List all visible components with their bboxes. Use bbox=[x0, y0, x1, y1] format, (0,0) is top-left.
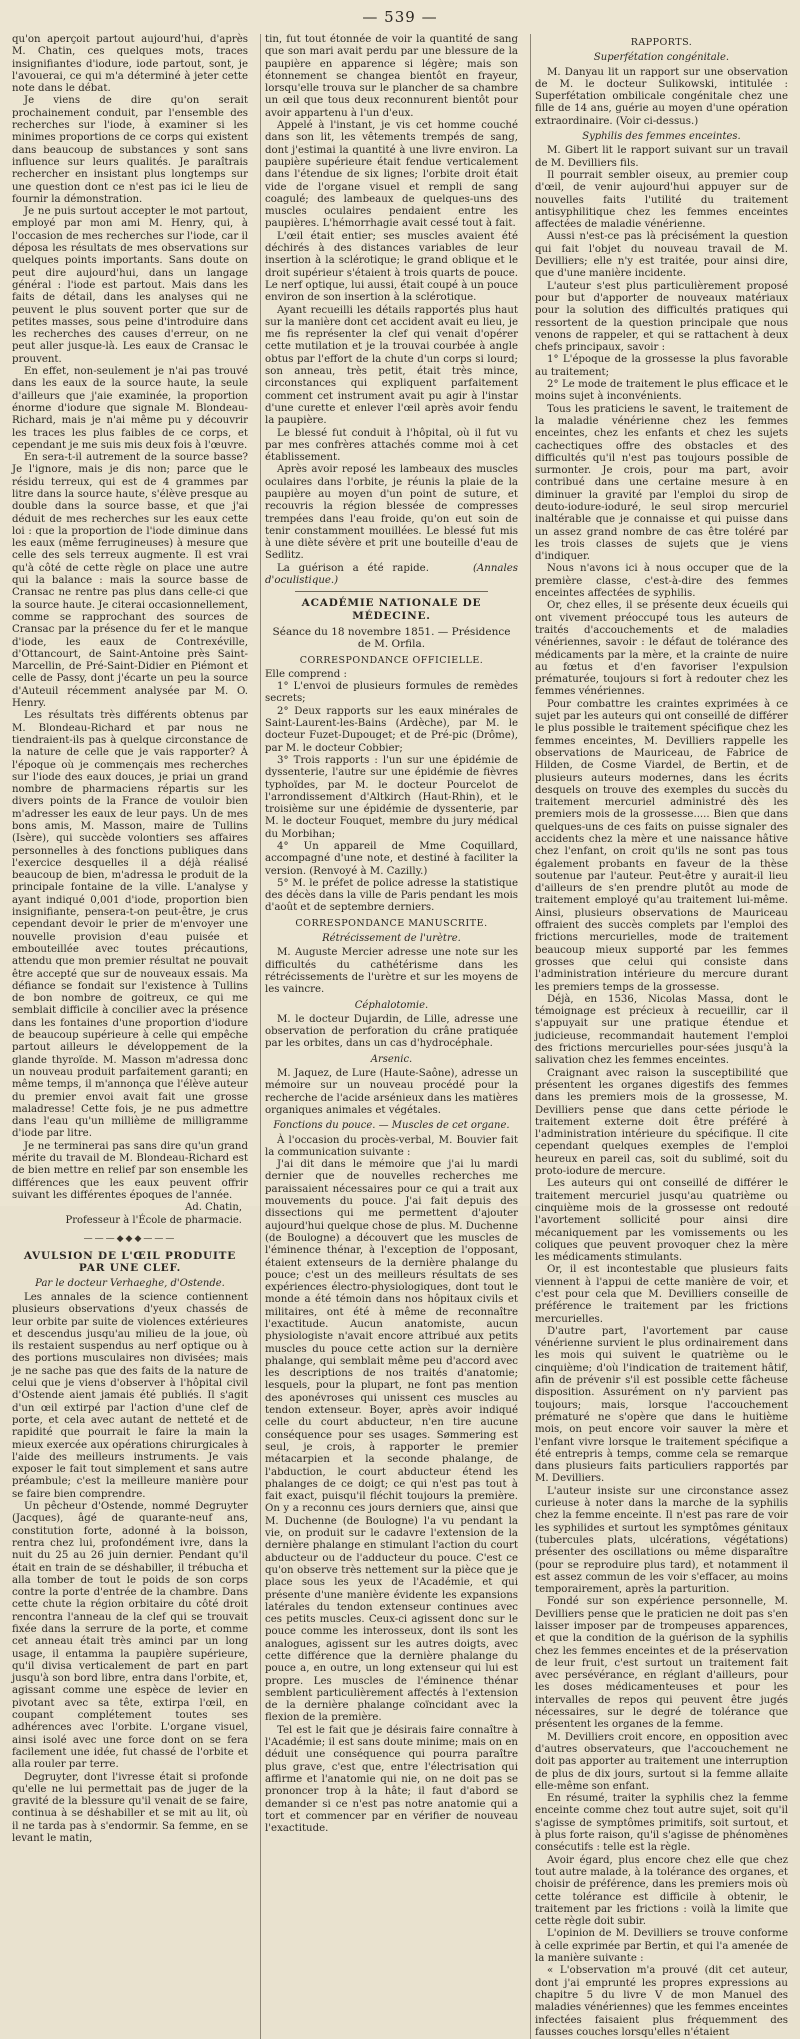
paragraph: Il pourrait sembler oiseux, au premier coup d'œil, de venir aujourd'hui appuyer sur de nouvelles faits l'utilité du traitement antisyphilitique chez les femmes enceintes affectées de maladie vénérienne. bbox=[535, 169, 788, 231]
paragraph: Craignant avec raison la susceptibilité que présentent les organes digestifs des femmes dans les premiers mois de la grossesse, M. Devilliers pense que dans cette période le traitement externe doit être préféré à l'administration intérieure du spécifique. Il cite cependant quelques exemples de l'emploi heureux en pareil cas, soit du sublimé, soit du proto-iodure de mercure. bbox=[535, 1067, 788, 1178]
paragraph: Appelé à l'instant, je vis cet homme couché dans son lit, les vêtements trempés de sang, dont j'estimai la quantité à une livre environ. La paupière supérieure était fendue verticalement dans l'étendue de six lignes; l'orbite droit était vide de l'organe visuel et rempli de sang coagulé; des lambeaux de quelques-uns des muscles oculaires pendaient entre les paupières. L'hémorrhagie avait cessé tout à fait. bbox=[265, 120, 518, 230]
paragraph: Nous n'avons ici à nous occuper que de la première classe, c'est-à-dire des femmes enceintes affectées de syphilis. bbox=[535, 563, 788, 600]
paragraph: Les auteurs qui ont conseillé de différer le traitement mercuriel jusqu'au quatrième ou cinquième mois de la grossesse ont redouté l'avortement sollicité pour ainsi dire mécaniquement par les vomissements ou les coliques que peuvent provoquer chez la mère les médicaments stimulants. bbox=[535, 1178, 788, 1264]
session-line: Séance du 18 novembre 1851. — Présidence de M. Orfila. bbox=[272, 625, 511, 651]
paragraph: Tel est le fait que je désirais faire connaître à l'Académie; il est sans doute minime; mais on en déduit une conséquence qui pourra paraître plus grave, c'est que, entre l'électrisation qui affirme et l'anatomie qui nie, on ne doit pas se prononcer trop à la hâte; il faut d'abord se demander si ce n'est pas notre anatomie qui a tort et commencer par en vérifier de nouveau l'exactitude. bbox=[265, 1724, 518, 1835]
paragraph: Aussi n'est-ce pas là précisément la question qui fait l'objet du nouveau travail de M. Devilliers; elle n'y est traitée, pour ainsi dire, que d'une manière incidente. bbox=[535, 231, 788, 280]
topic-heading: Rétrécissement de l'urètre. bbox=[322, 933, 461, 945]
paragraph: Je viens de dire qu'on serait prochainement conduit, par l'ensemble des recherches sur l'iode, à examiner si les minimes proportions de ce corps qui existent dans beaucoup de substances y sont sans influence sur leurs qualités. Je paraîtrais rechercher en insistant plus longtemps sur une question dont ce n'est pas ici le lieu de fournir la démonstration. bbox=[12, 95, 248, 205]
signature-title: Professeur à l'École de pharmacie. bbox=[65, 1214, 242, 1226]
source-citation: (Annales d'oculistique.) bbox=[265, 562, 518, 587]
paragraph: 4° Un appareil de Mme Coquillard, accompagné d'une note, et destiné à faciliter la version. (Renvoyé à M. Cazilly.) bbox=[265, 841, 518, 877]
paragraph: Les résultats très différents obtenus par M. Blondeau-Richard et par nous ne tiendraient-ils pas à quelque circonstance de la nature de celle que je vais rapporter? À l'époque où je commençais mes recherches sur l'iode des eaux douces, je priai un grand nombre de pharmaciens répartis sur les divers points de la France de vouloir bien m'adresser les eaux de leur pays. Un de mes bons amis, M. Masson, maire de Tullins (Isère), qui succède volontiers ses affaires personnelles à des fonctions publiques dans l'exercice desquelles il a déjà réalisé beaucoup de bien, m'adressa le produit de la principale fontaine de la ville. L'analyse y ayant indiqué 0,001 d'iode, proportion bien insignifiante, pensera-t-on peut-être, je crus cependant devoir le prier de m'envoyer une nouvelle provision d'eau puisée et embouteillée avec toutes précautions, attendu que mon premier résultat ne pouvait être accepté que sur de nouveaux essais. Ma défiance se fondait sur l'existence à Tullins de bon nombre de goitreux, ce qui me semblait difficile à concilier avec la présence dans les fontaines d'une proportion d'iodure de beaucoup supérieure à celle qui empêche partout ailleurs le développement de la glande thyroïde. M. Masson m'adressa donc un nouveau produit parfaitement garanti; en même temps, il m'annonça que l'élève auteur du premier envoi avait fait une grosse maladresse! Cette fois, je ne pus admettre dans l'eau qu'un millième de milligramme d'iode par litre. bbox=[12, 710, 248, 1140]
text-columns bbox=[8, 34, 788, 2038]
paragraph: Pour combattre les craintes exprimées à ce sujet par les auteurs qui ont conseillé de différer le plus possible le traitement spécifique chez les femmes enceintes, M. Devilliers rappelle les observations de Mauriceau, de Fabrice de Hilden, de Cosme Viardel, de Bertin, et de plusieurs auteurs modernes, dans les écrits desquels on trouve des exemples du succès du traitement mercuriel administré dès les premiers mois de la grossesse..... Bien que dans quelques-uns de ces faits on puisse signaler des accidents chez la mère et une naissance hâtive chez l'enfant, on croit qu'ils ne sont pas tous également probants en faveur de la thèse soutenue par l'auteur. Peut-être y aurait-il lieu d'ailleurs de s'en prendre plutôt au mode de traitement employé qu'au traitement lui-même. Ainsi, plusieurs observations de Mauriceau offraient des succès complets par l'emploi des frictions mercurielles, mode de traitement beaucoup mieux supporté par les femmes grosses que celui qui consiste dans l'administration intérieure du mercure durant les premiers temps de la grossesse. bbox=[535, 698, 788, 993]
paragraph: 1° L'époque de la grossesse la plus favorable au traitement; bbox=[535, 354, 788, 378]
paragraph: Les annales de la science contiennent plusieurs observations d'yeux chassés de leur orbite par suite de violences extérieures et descendus jusqu'au milieu de la joue, où ils restaient suspendus au nerf optique ou à des portions musculaires non divisées; mais je ne sache pas que des faits de la nature de celui que je viens d'observer à l'hôpital civil d'Ostende aient jamais été publiés. Il s'agit d'un œil extirpé par l'action d'une clef de porte, et cela avec autant de netteté et de rapidité que pourrait le faire la main la mieux exercée aux opérations chirurgicales à l'aide des meilleurs instruments. Je vais exposer le fait tout simplement et sans autre préambule; c'est la meilleure manière pour se faire bien comprendre. bbox=[12, 1291, 248, 1500]
article-title: AVULSION DE L'ŒIL PRODUITE PAR UNE CLEF. bbox=[23, 1250, 237, 1275]
paragraph: Ayant recueilli les détails rapportés plus haut sur la manière dont cet accident avait eu lieu, je me fis représenter la clef qui venait d'opérer cette mutilation et je la trouvai courbée à angle obtus par l'effort de la chute d'un corps si lourd; son anneau, très petit, était très mince, circonstances qui expliquent parfaitement comment cet instrument avait pu agir à l'instar d'une curette et enlever l'œil après avoir fendu la paupière. bbox=[265, 304, 518, 427]
paragraph: Un pêcheur d'Ostende, nommé Degruyter (Jacques), âgé de quarante-neuf ans, constitution forte, adonné à la boisson, rentra chez lui, profondément ivre, dans la nuit du 25 au 26 juin dernier. Pendant qu'il était en train de se déshabiller, il trébucha et alla tomber de tout le poids de son corps contre la porte d'entrée de la chambre. Dans cette chute la région orbitaire du côté droit rencontra l'anneau de la clef qui se trouvait fixée dans la serrure de la porte, et comme cet anneau était très aminci par un long usage, il entamma la paupière supérieure, qu'il divisa verticalement de part en part jusqu'à son bord libre, entra dans l'orbite, et, agissant comme une espèce de levier en pivotant avec sa tête, extirpa l'œil, en coupant complétement toutes ses adhérences avec l'orbite. L'organe visuel, ainsi isolé avec une force dont on se fera facilement une idée, fut chassé de l'orbite et alla rouler par terre. bbox=[12, 1501, 248, 1771]
paragraph: L'œil était entier; ses muscles avaient été déchirés à des distances variables de leur insertion à la sclérotique; le grand oblique et le droit supérieur s'étaient à trois quarts de pouce. Le nerf optique, lui aussi, était coupé à un pouce environ de son insertion à la sclérotique. bbox=[265, 230, 518, 304]
paragraph: 1° L'envoi de plusieurs formules de remèdes secrets; bbox=[265, 681, 518, 705]
column-middle bbox=[260, 34, 522, 2039]
topic-heading: Arsenic. bbox=[370, 1053, 413, 1065]
paragraph bbox=[265, 563, 518, 588]
paragraph: En résumé, traiter la syphilis chez la femme enceinte comme chez tout autre sujet, soit qu'il s'agisse de symptômes primitifs, soit surtout, et à plus forte raison, qu'il s'agisse de phénomènes consécutifs : telle est la règle. bbox=[535, 1793, 788, 1854]
topic-heading: Superfétation congénitale. bbox=[593, 52, 730, 64]
paragraph: À l'occasion du procès-verbal, M. Bouvier fait la communication suivante : bbox=[265, 1134, 518, 1158]
subsection-title: CORRESPONDANCE OFFICIELLE. bbox=[299, 654, 484, 666]
paragraph: Tous les praticiens le savent, le traitement de la maladie vénérienne chez les femmes enceintes, chez les enfants et chez les sujets cachectiques offre des obstacles et des difficultés qu'il n'est pas toujours possible de surmonter. Je crois, pour ma part, avoir contribué dans une certaine mesure à en diminuer la gravité par l'emploi du sirop de deuto-iodure-ioduré, le seul sirop mercuriel inaltérable que je connaisse et qui puisse dans un assez grand nombre de cas être toléré par les trois classes de sujets que je viens d'indiquer. bbox=[535, 403, 788, 563]
paragraph: M. le docteur Dujardin, de Lille, adresse une observation de perforation du crâne pratiquée par les orbites, dans un cas d'hydrocéphale. bbox=[265, 1013, 518, 1050]
paragraph: 5° M. le préfet de police adresse la statistique des décès dans la ville de Paris pendant les mois d'août et de septembre derniers. bbox=[265, 877, 518, 914]
topic-heading: Céphalotomie. bbox=[354, 999, 429, 1011]
paragraph: Elle comprend : bbox=[265, 668, 347, 680]
article-author: Par le docteur Verhaeghe, d'Ostende. bbox=[35, 1277, 225, 1289]
paragraph: 3° Trois rapports : l'un sur une épidémie de dyssenterie, l'autre sur une épidémie de fièvres typhoïdes, par M. le docteur Pourcelot de l'arrondissement d'Altkirch (Haut-Rhin), et le troisième sur une épidémie de dyssenterie, par M. le docteur Fouquet, membre du jury médical du Morbihan; bbox=[265, 754, 518, 840]
paragraph: J'ai dit dans le mémoire que j'ai lu mardi dernier que de nouvelles recherches me paraissaient nécessaires pour ce qui a trait aux mouvements du pouce. J'ai fait depuis des dissections qui me permettent d'ajouter aujourd'hui quelque chose de plus. M. Duchenne (de Boulogne) a découvert que les muscles de l'éminence thénar, à l'exception de l'opposant, étaient extenseurs de la dernière phalange du pouce; c'est un des meilleurs résultats de ses expériences électro-physiologiques, dont tout le monde a été témoin dans nos hôpitaux civils et militaires, ont été à même de reconnaître l'exactitude. Aucun anatomiste, aucun physiologiste n'avait encore attribué aux petits muscles du pouce cette action sur la dernière phalange, qui semblait même peu d'accord avec les descriptions de nos traités d'anatomie; lesquels, pour la plupart, ne font pas mention des aponévroses qui unissent ces muscles au tendon extenseur. Boyer, après avoir indiqué celle du court abducteur, n'en tire aucune conséquence pour ses usages. Sømmering est seul, je crois, à rapporter le premier métacarpien et la seconde phalange, de l'abduction, le court abducteur étend les phalanges de ce doigt; ce qui n'est pas tout à fait exact, puisqu'il fléchit toujours la première. On y a reconnu ces jours derniers que, ainsi que M. Duchenne (de Boulogne) l'a vu pendant la vie, on produit sur le cadavre l'extension de la dernière phalange en stimulant l'action du court abducteur ou de l'adducteur du pouce. C'est ce qu'on observe très nettement sur la pièce que je place sous les yeux de l'Académie, et qui présente d'une manière évidente les expansions latérales du tendon extenseur continues avec ces petits muscles. Ceux-ci agissent donc sur le pouce comme les interosseux, dont ils sont les analogues, agissent sur les autres doigts, avec cette différence que la dernière phalange du pouce a, en outre, un long extenseur qui lui est propre. Les muscles de l'éminence thénar semblent particulièrement affectés à l'extension de la dernière phalange coïncidant avec la flexion de la première. bbox=[265, 1159, 518, 1724]
paragraph: Avoir égard, plus encore chez elle que chez tout autre malade, à la tolérance des organes, et choisir de préférence, dans les premiers mois où cette tolérance est difficile à obtenir, le traitement par les frictions : voilà la limite que cette règle doit subir. bbox=[535, 1854, 788, 1928]
paragraph: D'autre part, l'avortement par cause vénérienne survient le plus ordinairement dans les mois qui suivent le quatrième ou le cinquième; d'où l'indication de traitement hâtif, afin de prévenir s'il est possible cette fâcheuse disposition. Assurément on n'y parvient pas toujours; mais, lorsque l'accouchement prématuré ne s'opère que dans le huitième mois, on peut encore voir sauver la mère et l'enfant vivre lorsque le traitement spécifique a été entrepris à temps, comme cela se remarque dans plusieurs faits particuliers rapportés par M. Devilliers. bbox=[535, 1325, 788, 1485]
paragraph: Or, il est incontestable que plusieurs faits viennent à l'appui de cette manière de voir, et c'est pour cela que M. Devilliers conseille de préférence le traitement par les frictions mercurielles. bbox=[535, 1264, 788, 1325]
paragraph: tin, fut tout étonnée de voir la quantité de sang que son mari avait perdu par une blessure de la paupière en apparence si légère; mais son étonnement se changea bientôt en frayeur, lorsqu'elle trouva sur le plancher de sa chambre un œil que tous deux reconnurent bientôt pour avoir appartenu à l'un d'eux. bbox=[265, 34, 518, 119]
column-right bbox=[530, 34, 792, 2039]
paragraph: Or, chez elles, il se présente deux écueils qui ont vivement préoccupé tous les auteurs de traités d'accouchements et de maladies vénériennes, savoir : le défaut de tolérance des médicaments par la mère, et la crainte de nuire au fœtus et d'en favoriser l'expulsion prématurée, toujours si fort à redouter chez les femmes vénériennes. bbox=[535, 600, 788, 698]
page-number: — 539 — bbox=[362, 8, 438, 26]
divider bbox=[295, 591, 488, 592]
topic-heading: Syphilis des femmes enceintes. bbox=[582, 131, 741, 143]
paragraph: Fondé sur son expérience personnelle, M. Devilliers pense que le praticien ne doit pas s'en laisser imposer par de trompeuses apparences, et que la condition de la guérison de la syphilis chez les femmes enceintes et de la préservation de leur fruit, c'est surtout un traitement fait avec persévérance, en réglant d'ailleurs, pour les doses médicamenteuses et pour les intervalles de repos qui peuvent être jugés nécessaires, sur le degré de tolérance que présentent les organes de la femme. bbox=[535, 1596, 788, 1731]
paragraph: Le blessé fut conduit à l'hôpital, où il fut vu par mes confrères attachés comme moi à cet établissement. bbox=[265, 427, 518, 464]
paragraph: M. Auguste Mercier adresse une note sur les difficultés du cathétérisme dans les rétrécissements de l'urètre et sur les moyens de les vaincre. bbox=[265, 947, 518, 996]
signature-name: Ad. Chatin, bbox=[185, 1202, 242, 1214]
paragraph: Je ne puis surtout accepter le mot partout, employé par mon ami M. Henry, qui, à l'occasion de mes recherches sur l'iode, car il déposa les résultats de mes observations sur quelques points importants. Sans doute on peut dire aujourd'hui, dans un langage général : l'iode est partout. Mais dans les faits de détail, dans les analyses qui ne peuvent le plus souvent porter que sur de petites masses, sous peine d'introduire dans les recherches des causes d'erreur, on ne peut aller jusque-là. Les eaux de Cransac le prouvent. bbox=[12, 206, 248, 365]
section-title: ACADÉMIE NATIONALE DE MÉDECINE. bbox=[301, 597, 482, 622]
section-divider-ornament: ———◆◆◆——— bbox=[83, 1233, 177, 1244]
paragraph: « L'observation m'a prouvé (dit cet auteur, dont j'ai emprunté les propres expressions au chapitre 5 du livre V de mon Manuel des maladies vénériennes) que les femmes enceintes infectées faisaient plus fréquemment des fausses couches lorsqu'elles n'étaient bbox=[535, 1965, 788, 2038]
paragraph: L'opinion de M. Devilliers se trouve conforme à celle exprimée par Bertin, et qui l'a amenée de la manière suivante : bbox=[535, 1928, 788, 1965]
section-title: RAPPORTS. bbox=[630, 37, 693, 48]
paragraph: L'auteur insiste sur une circonstance assez curieuse à noter dans la marche de la syphilis chez la femme enceinte. Il n'est pas rare de voir les syphilides et surtout les symptômes génitaux (tubercules plats, ulcérations, végétations) présenter des oscillations ou même disparaître (pour se reproduire plus tard), et notamment il est assez commun de les voir s'effacer, au moins temporairement, après la parturition. bbox=[535, 1485, 788, 1596]
paragraph: Après avoir reposé les lambeaux des muscles oculaires dans l'orbite, je réunis la plaie de la paupière au moyen d'un point de suture, et recouvris la région blessée de compresses trempées dans l'eau froide, qu'on eut soin de tenir constamment mouillées. Le blessé fut mis à une diète sévère et prit une bouteille d'eau de Sedlitz. bbox=[265, 464, 518, 562]
paragraph: 2° Le mode de traitement le plus efficace et le moins sujet à inconvénients. bbox=[535, 379, 788, 403]
paragraph: Je ne terminerai pas sans dire qu'un grand mérite du travail de M. Blondeau-Richard est de bien mettre en relief par son ensemble les différences que les eaux peuvent offrir suivant les différentes époques de l'année. bbox=[12, 1140, 248, 1201]
paragraph: 2° Deux rapports sur les eaux minérales de Saint-Laurent-les-Bains (Ardèche), par M. le docteur Fuzet-Dupouget; et de Pré-pic (Drôme), par M. le docteur Cobbier; bbox=[265, 705, 518, 754]
paragraph: Déjà, en 1536, Nicolas Massa, dont le témoignage est précieux à recueillir, car il s'appuyait sur une pratique étendue et judicieuse, recommandait hautement l'emploi des frictions mercurielles pour-sées jusqu'à la salivation chez les femmes enceintes. bbox=[535, 993, 788, 1067]
paragraph: qu'on aperçoit partout aujourd'hui, d'après M. Chatin, ces quelques mots, traces insignifiantes d'iodure, iode partout, sont, je l'avouerai, ce qui m'a déterminé à jeter cette note dans le débat. bbox=[12, 34, 248, 95]
paragraph: Degruyter, dont l'ivresse était si profonde qu'elle ne lui permettait pas de juger de la gravité de la blessure qu'il venait de se faire, continua à se déshabiller et se mit au lit, où il ne tarda pas à s'endormir. Sa femme, en se levant le matin, bbox=[12, 1771, 248, 1845]
paragraph: M. Danyau lit un rapport sur une observation de M. le docteur Sulikowski, intitulée : Superfétation ombilicale congénitale chez une fille de 14 ans, guérie au moyen d'une opération extraordinaire. (Voir ci-dessus.) bbox=[535, 66, 788, 127]
paragraph: En sera-t-il autrement de la source basse? Je l'ignore, mais je dis non; parce que le résidu terreux, qui est de 4 grammes par litre dans la source haute, s'élève presque au double dans la source basse, et que j'ai déduit de mes recherches sur les eaux cette loi : que la proportion de l'iode diminue dans les eaux (même ferrugineuses) à mesure que celle des sels terreux augmente. Il est vrai qu'à côté de cette règle on place une autre qui la balance : mais la source basse de Cransac ne rentre pas plus dans celle-ci que la source haute. Je citerai occasionnellement, comme se rapprochant des sources de Cransac par la présence du fer et le manque d'iode, les eaux de Contrexéville, d'Ottancourt, de Saint-Antoine près Saint-Marcellin, de Pré-Saint-Didier en Piémont et celle de Passy, dont j'écarte un peu la source d'Auteuil récemment analysée par M. O. Henry. bbox=[12, 452, 248, 710]
paragraph: L'auteur s'est plus particulièrement proposé pour but d'apporter de nouveaux matériaux pour la solution des difficultés pratiques qui ressortent de la question principale que nous venons de rappeler, et qui se rattachent à deux chefs principaux, savoir : bbox=[535, 280, 788, 354]
subsection-title: CORRESPONDANCE MANUSCRITE. bbox=[295, 917, 488, 929]
paragraph: M. Devilliers croit encore, en opposition avec d'autres observateurs, que l'accouchement ne doit pas apporter au traitement une interruption de plus de dix jours, surtout si la femme allaite elle-même son enfant. bbox=[535, 1731, 788, 1792]
topic-heading: Fonctions du pouce. — Muscles de cet organe. bbox=[273, 1120, 510, 1132]
text-fragment: La guérison a été rapide. bbox=[277, 562, 429, 574]
column-left bbox=[8, 34, 252, 2039]
paragraph: M. Jaquez, de Lure (Haute-Saône), adresse un mémoire sur un nouveau procédé pour la recherche de l'acide arsénieux dans les matières organiques animales et végétales. bbox=[265, 1068, 518, 1116]
paragraph: En effet, non-seulement je n'ai pas trouvé dans les eaux de la source haute, la seule d'ailleurs que j'aie examinée, la proportion énorme d'iodure que signale M. Blondeau-Richard, mais je n'ai même pu y découvrir les traces les plus faibles de ce corps, et cependant je me suis mis deux fois à l'œuvre. bbox=[12, 366, 248, 451]
paragraph: M. Gibert lit le rapport suivant sur un travail de M. Devilliers fils. bbox=[535, 145, 788, 169]
